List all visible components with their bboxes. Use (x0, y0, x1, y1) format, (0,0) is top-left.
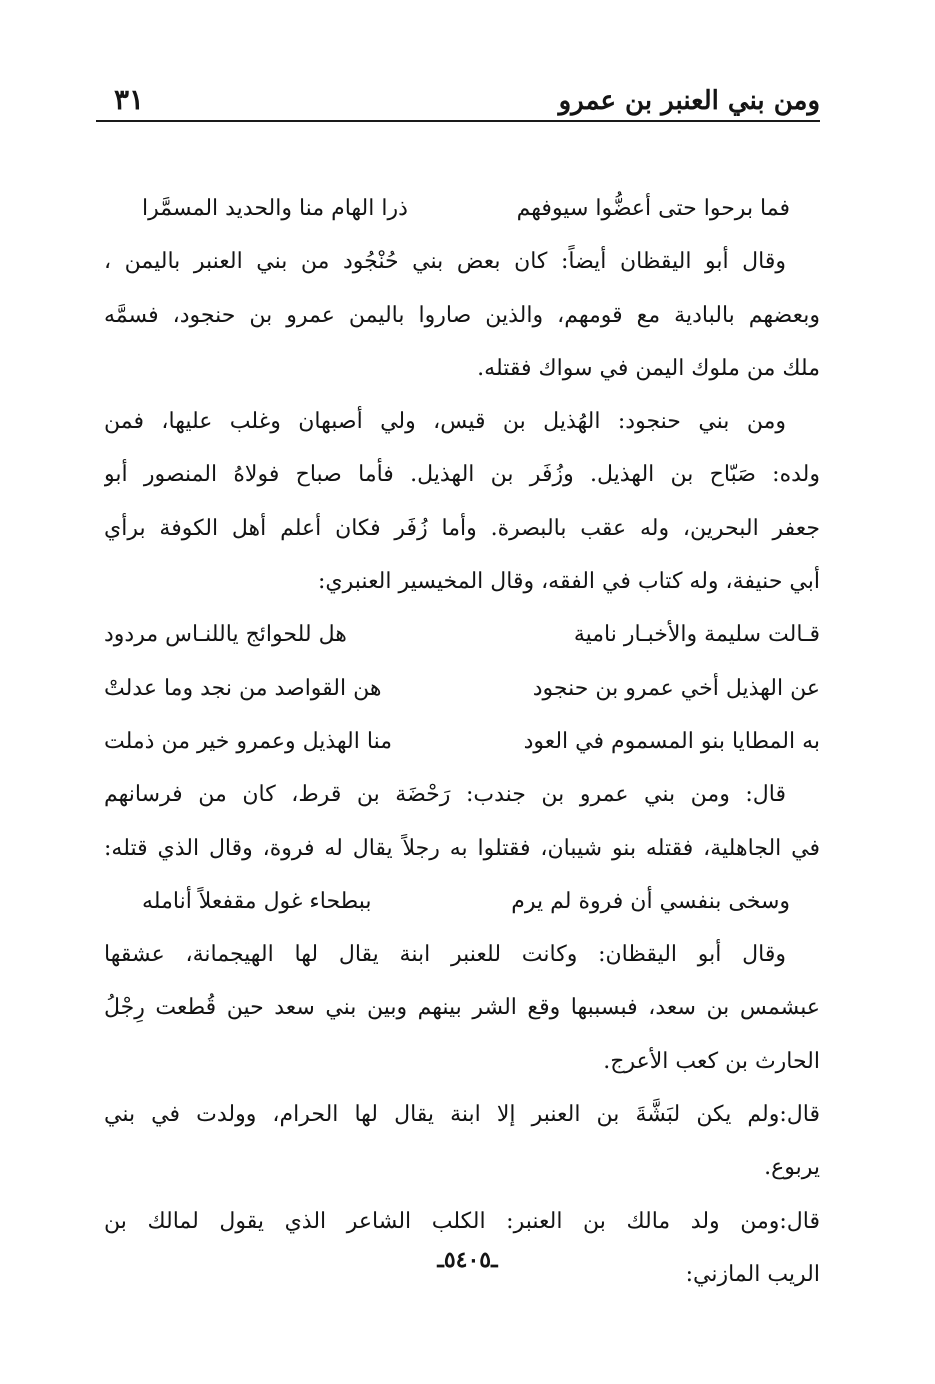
verse-second-hemistich: ببطحاء غول مقفعلاً أنامله (142, 888, 372, 914)
verse-line (104, 182, 820, 235)
text-line: ملك من ملوك اليمن في سواك فقتله. (477, 355, 820, 381)
body-text (104, 182, 820, 1301)
text-line: أبي حنيفة، وله كتاب في الفقه، وقال المخيسير العنبري: (318, 569, 820, 595)
text-line: عبشمس بن سعد، فبسببها وقع الشر بينهم وبين بني سعد حين قُطعت رِجْلُ (104, 995, 820, 1021)
verse-line (104, 662, 820, 715)
text-line: قال: ومن بني عمرو بن جندب: رَحْضَة بن قرط، كان من فرسانهم (104, 782, 786, 808)
text-line: وقال أبو اليقظان: وكانت للعنبر ابنة يقال لها الهيجمانة، عشقها (104, 942, 786, 968)
verse-line (104, 715, 820, 768)
text-line: قال:ومن ولد مالك بن العنبر: الكلب الشاعر الذي يقول لمالك بن (104, 1208, 820, 1234)
verse-first-hemistich: قـالت سليمة والأخبـار نامية (573, 622, 820, 648)
text-line: ومن بني حنجود: الهُذيل بن قيس، ولي أصبهان وغلب عليها، فمن (104, 409, 786, 435)
header-rule (96, 120, 820, 122)
page-header (96, 68, 820, 122)
verse-first-hemistich: وسخى بنفسي أن فروة لم يرم (511, 888, 790, 914)
text-line: ولده: صَبّاح بن الهذيل. وزُفَر بن الهذيل. فأما صباح فولاهُ المنصور أبو (104, 462, 820, 488)
verse-second-hemistich: هل للحوائج ياللنـاس مردود (104, 622, 347, 648)
text-line: الريب المازني: (685, 1261, 820, 1287)
text-line: الحارث بن كعب الأعرج. (603, 1048, 820, 1074)
text-line: يربوع. (764, 1155, 820, 1181)
verse-second-hemistich: منا الهذيل وعمرو خير من ذملت (104, 728, 392, 754)
running-title: ومن بني العنبر بن عمرو (558, 86, 820, 116)
text-line: في الجاهلية، فقتله بنو شيبان، فقتلوا به رجلاً يقال له فروة، وقال الذي قتله: (104, 835, 820, 861)
verse-first-hemistich: به المطايا بنو المسموم في العود (523, 728, 820, 754)
text-line: وقال أبو اليقظان أيضاً: كان بعض بني حُنْجُود من بني العنبر باليمن ، (104, 249, 786, 275)
verse-second-hemistich: هن القواصد من نجد وما عدلتْ (104, 675, 382, 701)
footer-page-marker: ـ٥٤٠٥ـ (437, 1247, 498, 1273)
text-line: قال:ولم يكن لبَشَّةَ بن العنبر إلا ابنة يقال لها الحرام، وولدت في بني (104, 1102, 820, 1128)
verse-first-hemistich: عن الهذيل أخي عمرو بن حنجود (532, 675, 820, 701)
verse-second-hemistich: ذرا الهام منا والحديد المسمَّرا (142, 196, 408, 221)
text-line: وبعضهم بالبادية مع قومهم، والذين صاروا باليمن عمرو بن حنجود، فسمَّه (104, 302, 820, 328)
page-number: ٣١ (114, 83, 145, 116)
verse-line (104, 608, 820, 661)
verse-first-hemistich: فما برحوا حتى أعضُّوا سيوفهم (516, 196, 790, 221)
text-line: جعفر البحرين، وله عقب بالبصرة. وأما زُفَر فكان أعلم أهل الكوفة برأي (104, 515, 820, 541)
verse-line (104, 875, 820, 928)
